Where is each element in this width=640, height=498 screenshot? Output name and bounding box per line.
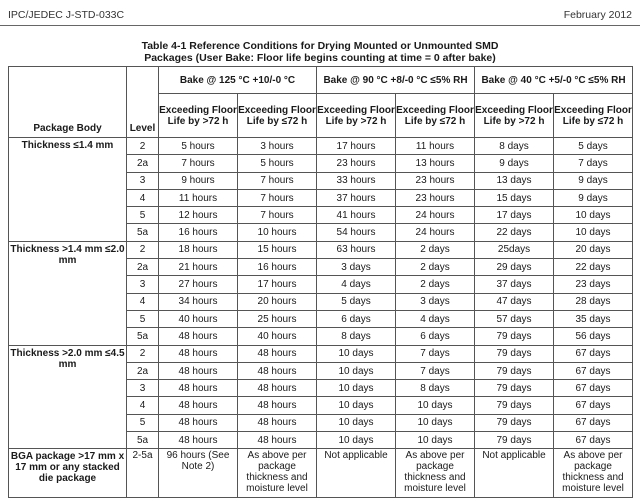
table-cell: 2 days (396, 276, 475, 293)
table-cell: 17 hours (317, 138, 396, 155)
bga-package-label: BGA package >17 mm x 17 mm or any stacked die package (9, 449, 127, 498)
table-cell: 4 days (396, 310, 475, 327)
table-cell: 47 days (475, 293, 554, 310)
level-cell: 2 (127, 241, 159, 258)
level-cell: 2a (127, 155, 159, 172)
level-cell: 5a (127, 432, 159, 449)
table-cell: 17 days (475, 207, 554, 224)
table-cell: 12 hours (159, 207, 238, 224)
table-cell: 67 days (554, 345, 633, 362)
table-cell: 67 days (554, 397, 633, 414)
table-cell: 79 days (475, 362, 554, 379)
table-cell: 63 hours (317, 241, 396, 258)
table-cell: 10 days (317, 362, 396, 379)
table-cell: 8 days (475, 138, 554, 155)
table-cell: 6 days (317, 310, 396, 327)
table-cell: 10 days (317, 397, 396, 414)
table-cell: 54 hours (317, 224, 396, 241)
table-cell: 41 hours (317, 207, 396, 224)
table-cell: 5 days (317, 293, 396, 310)
table-cell: 13 days (475, 172, 554, 189)
table-cell: 10 hours (238, 224, 317, 241)
level-cell: 4 (127, 189, 159, 206)
table-cell: 16 hours (238, 259, 317, 276)
package-body-group: Thickness ≤1.4 mm (9, 138, 127, 242)
table-caption (0, 40, 640, 64)
table-cell: 15 days (475, 189, 554, 206)
level-cell: 2 (127, 345, 159, 362)
table-cell: 33 hours (317, 172, 396, 189)
table-cell: 5 hours (159, 138, 238, 155)
header-level: Level (127, 67, 159, 138)
level-cell: 3 (127, 380, 159, 397)
table-cell: 57 days (475, 310, 554, 327)
level-cell: 5 (127, 414, 159, 431)
table-cell: 10 days (317, 414, 396, 431)
table-cell: 48 hours (238, 397, 317, 414)
table-cell: 79 days (475, 432, 554, 449)
table-cell: 7 days (554, 155, 633, 172)
table-cell: As above per package thickness and moisture level (396, 449, 475, 498)
table-cell: 48 hours (238, 432, 317, 449)
header-bake-125: Bake @ 125 °C +10/-0 °C (159, 67, 317, 94)
table-cell: 96 hours (See Note 2) (159, 449, 238, 498)
table-cell: 9 days (554, 172, 633, 189)
table-cell: 48 hours (159, 345, 238, 362)
table-cell: 3 hours (238, 138, 317, 155)
table-cell: 37 hours (317, 189, 396, 206)
table-cell: 79 days (475, 380, 554, 397)
header-exceeding-le-72h: Exceeding Floor Life by ≤72 h (238, 94, 317, 138)
level-cell: 2a (127, 362, 159, 379)
publication-date: February 2012 (563, 9, 632, 21)
table-cell: 15 hours (238, 241, 317, 258)
header-exceeding-gt-72h: Exceeding Floor Life by >72 h (317, 94, 396, 138)
level-cell: 5a (127, 224, 159, 241)
caption-line-2: Packages (User Bake: Floor life begins counting at time = 0 after bake) (144, 52, 496, 64)
package-body-group: Thickness >2.0 mm ≤4.5 mm (9, 345, 127, 449)
table-cell: 79 days (475, 328, 554, 345)
table-cell: 11 hours (159, 189, 238, 206)
table-cell: 22 days (554, 259, 633, 276)
level-cell: 2-5a (127, 449, 159, 498)
table-cell: 10 days (396, 397, 475, 414)
header-bake-40: Bake @ 40 °C +5/-0 °C ≤5% RH (475, 67, 633, 94)
table-cell: 48 hours (159, 380, 238, 397)
table-cell: As above per package thickness and moisture level (238, 449, 317, 498)
header-bake-90: Bake @ 90 °C +8/-0 °C ≤5% RH (317, 67, 475, 94)
table-cell: 2 days (396, 259, 475, 276)
package-body-group: Thickness >1.4 mm ≤2.0 mm (9, 241, 127, 345)
table-cell: 23 days (554, 276, 633, 293)
table-cell: 7 days (396, 345, 475, 362)
table-cell: 11 hours (396, 138, 475, 155)
table-cell: 5 days (554, 138, 633, 155)
table-cell: 4 days (317, 276, 396, 293)
table-cell: 8 days (317, 328, 396, 345)
table-cell: 40 hours (238, 328, 317, 345)
table-cell: 67 days (554, 414, 633, 431)
table-cell: 25 hours (238, 310, 317, 327)
level-cell: 4 (127, 397, 159, 414)
table-cell: 23 hours (396, 189, 475, 206)
table-cell: 10 days (396, 432, 475, 449)
table-row (9, 138, 633, 155)
table-cell: 23 hours (396, 172, 475, 189)
table-cell: 22 days (475, 224, 554, 241)
table-cell: 35 days (554, 310, 633, 327)
table-cell: 10 days (317, 380, 396, 397)
level-cell: 5 (127, 207, 159, 224)
table-cell: 79 days (475, 397, 554, 414)
table-cell: 7 hours (238, 172, 317, 189)
table-cell: 48 hours (238, 380, 317, 397)
header-exceeding-gt-72h: Exceeding Floor Life by >72 h (159, 94, 238, 138)
table-cell: 67 days (554, 362, 633, 379)
table-cell: 7 hours (159, 155, 238, 172)
table-cell: 8 days (396, 380, 475, 397)
table-cell: 7 days (396, 362, 475, 379)
table-cell: 10 days (396, 414, 475, 431)
table-cell: 67 days (554, 380, 633, 397)
table-cell: 10 days (317, 432, 396, 449)
table-cell: As above per package thickness and moisture level (554, 449, 633, 498)
table-cell: Not applicable (475, 449, 554, 498)
table-cell: 79 days (475, 414, 554, 431)
table-row (9, 241, 633, 258)
drying-conditions-table (8, 66, 633, 498)
table-cell: 40 hours (159, 310, 238, 327)
table-cell: 7 hours (238, 189, 317, 206)
table-cell: 20 hours (238, 293, 317, 310)
table-cell: 5 hours (238, 155, 317, 172)
table-cell: 10 days (554, 224, 633, 241)
table-cell: 27 hours (159, 276, 238, 293)
level-cell: 2a (127, 259, 159, 276)
table-cell: 56 days (554, 328, 633, 345)
standard-id: IPC/JEDEC J-STD-033C (8, 9, 125, 21)
table-cell: 10 days (317, 345, 396, 362)
table-cell: 48 hours (238, 362, 317, 379)
table-cell: 48 hours (238, 345, 317, 362)
table-row (9, 345, 633, 362)
table-cell: 2 days (396, 241, 475, 258)
table-cell: 28 days (554, 293, 633, 310)
level-cell: 4 (127, 293, 159, 310)
header-exceeding-le-72h: Exceeding Floor Life by ≤72 h (554, 94, 633, 138)
table-cell: Not applicable (317, 449, 396, 498)
table-cell: 9 hours (159, 172, 238, 189)
table-cell: 10 days (554, 207, 633, 224)
table-cell: 48 hours (159, 362, 238, 379)
table-row-bga (9, 449, 633, 498)
table-cell: 25days (475, 241, 554, 258)
header-exceeding-le-72h: Exceeding Floor Life by ≤72 h (396, 94, 475, 138)
table-cell: 48 hours (159, 414, 238, 431)
table-cell: 21 hours (159, 259, 238, 276)
table-cell: 34 hours (159, 293, 238, 310)
caption-line-1: Table 4-1 Reference Conditions for Drying Mounted or Unmounted SMD (141, 40, 499, 52)
table-cell: 9 days (554, 189, 633, 206)
table-cell: 48 hours (159, 432, 238, 449)
table-body (9, 138, 633, 498)
header-exceeding-gt-72h: Exceeding Floor Life by >72 h (475, 94, 554, 138)
table-cell: 24 hours (396, 224, 475, 241)
level-cell: 3 (127, 172, 159, 189)
header-rule (0, 25, 640, 26)
header-package-body: Package Body (9, 67, 127, 138)
table-cell: 16 hours (159, 224, 238, 241)
table-cell: 17 hours (238, 276, 317, 293)
level-cell: 5 (127, 310, 159, 327)
table-cell: 3 days (396, 293, 475, 310)
level-cell: 5a (127, 328, 159, 345)
table-cell: 48 hours (159, 328, 238, 345)
table-cell: 20 days (554, 241, 633, 258)
table-cell: 67 days (554, 432, 633, 449)
table-cell: 48 hours (238, 414, 317, 431)
table-cell: 9 days (475, 155, 554, 172)
level-cell: 3 (127, 276, 159, 293)
level-cell: 2 (127, 138, 159, 155)
table-cell: 79 days (475, 345, 554, 362)
table-cell: 3 days (317, 259, 396, 276)
table-cell: 23 hours (317, 155, 396, 172)
table-cell: 29 days (475, 259, 554, 276)
table-cell: 48 hours (159, 397, 238, 414)
table-cell: 13 hours (396, 155, 475, 172)
table-cell: 24 hours (396, 207, 475, 224)
table-cell: 18 hours (159, 241, 238, 258)
table-cell: 7 hours (238, 207, 317, 224)
table-cell: 37 days (475, 276, 554, 293)
page-header (0, 0, 640, 26)
table-cell: 6 days (396, 328, 475, 345)
